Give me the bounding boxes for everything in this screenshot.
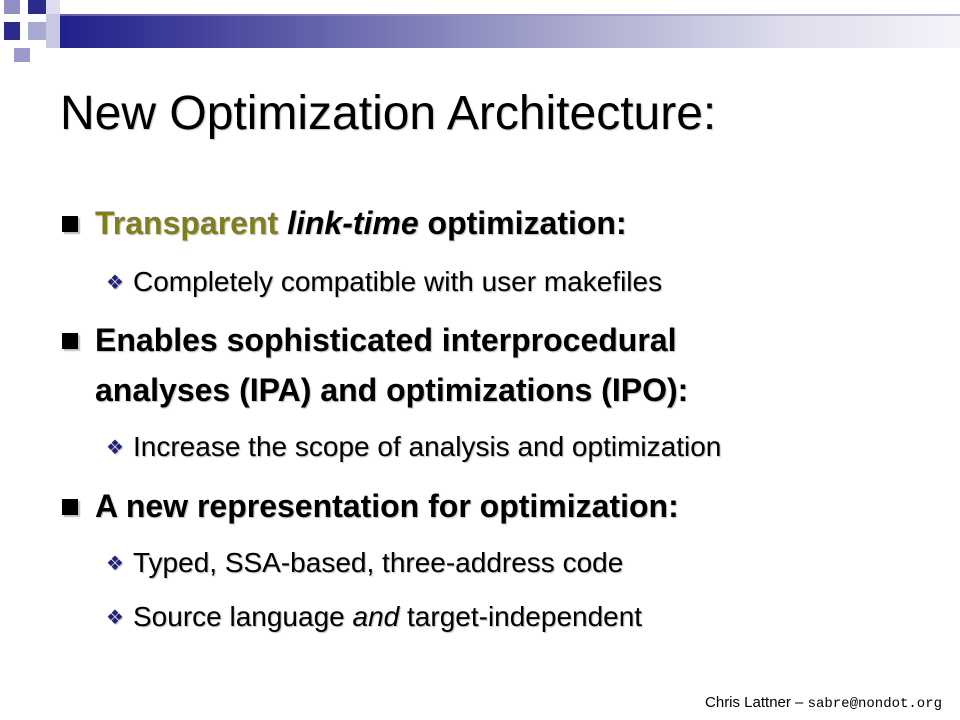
- decor-square: [28, 0, 46, 14]
- header-gradient-bar: [60, 14, 960, 48]
- bullet-text: A new representation for optimization:: [95, 488, 679, 524]
- bullet-text-line: analyses (IPA) and optimizations (IPO):: [95, 372, 689, 408]
- decor-square: [28, 22, 46, 40]
- square-bullet-icon: [62, 216, 78, 232]
- subbullet-text-part: target-independent: [399, 601, 643, 632]
- footer-separator: –: [790, 694, 808, 711]
- bullet-ipa-ipo: [95, 319, 676, 362]
- decor-square: [14, 48, 30, 62]
- subbullet-text-part: Source language: [133, 601, 353, 632]
- footer-email: sabre@nondot.org: [807, 696, 942, 712]
- subbullet-text-italic: and: [352, 601, 400, 632]
- decor-square: [46, 0, 60, 14]
- diamond-bullet-icon: ❖: [106, 605, 124, 629]
- header-bar-highlight: [60, 14, 960, 16]
- diamond-bullet-icon: ❖: [106, 270, 124, 294]
- decor-square: [46, 14, 60, 48]
- square-bullet-icon: [62, 499, 78, 515]
- bullet-text-part: optimization:: [418, 205, 627, 241]
- subbullet-typed-ssa: [106, 546, 624, 580]
- slide-title: New Optimization Architecture:: [60, 87, 717, 140]
- square-bullet-icon: [62, 333, 78, 349]
- diamond-bullet-icon: ❖: [106, 435, 124, 459]
- bullet-text-part: Transparent: [95, 205, 288, 241]
- decor-square: [4, 22, 20, 40]
- subbullet-text: Increase the scope of analysis and optimization: [133, 431, 722, 462]
- slide-footer: [705, 694, 942, 712]
- bullet-text-line: Enables sophisticated interprocedural: [95, 322, 677, 358]
- bullet-new-representation: [95, 485, 679, 528]
- bullet-transparent-lto: [95, 202, 627, 245]
- bullet-ipa-ipo-continued: [95, 369, 688, 412]
- subbullet-makefiles: [106, 265, 663, 299]
- bullet-text-italic: link-time: [287, 205, 419, 241]
- subbullet-source-language: [106, 600, 643, 634]
- diamond-bullet-icon: ❖: [106, 551, 124, 575]
- subbullet-text: Completely compatible with user makefiles: [133, 266, 663, 297]
- decor-square: [4, 0, 20, 14]
- subbullet-text: Typed, SSA-based, three-address code: [133, 547, 624, 578]
- subbullet-scope: [106, 430, 722, 464]
- footer-author: Chris Lattner: [705, 694, 791, 711]
